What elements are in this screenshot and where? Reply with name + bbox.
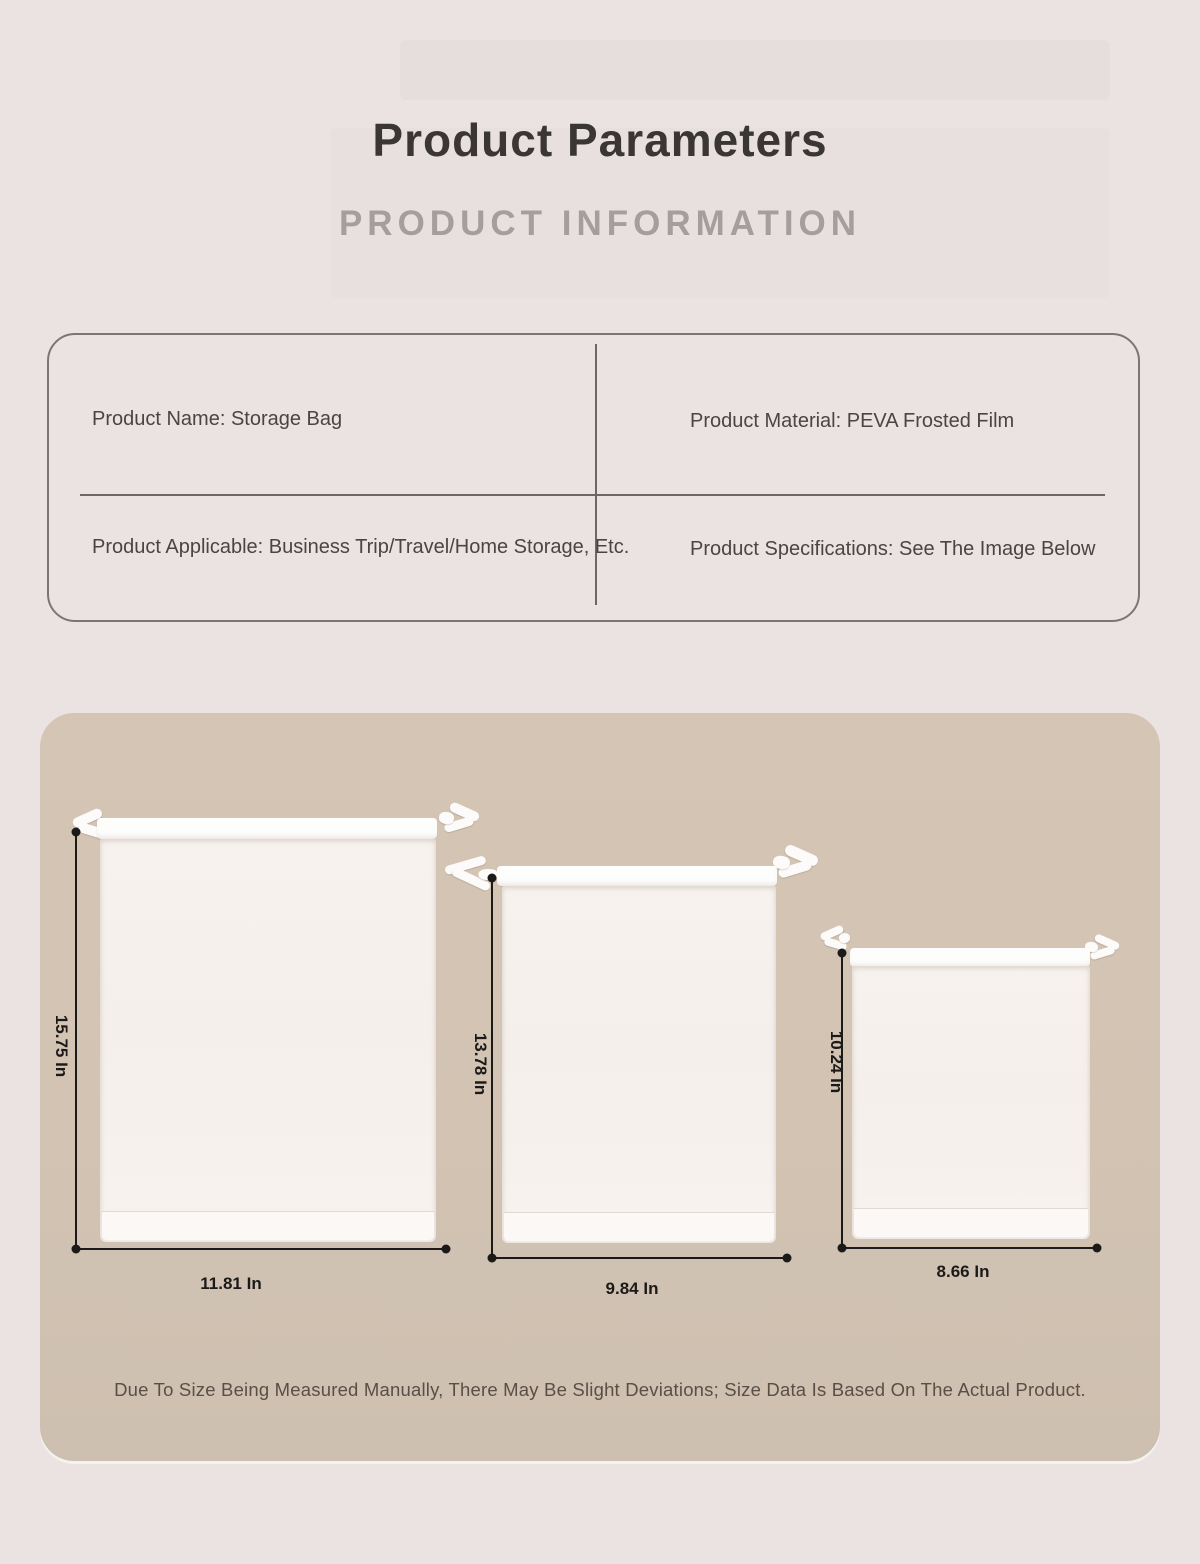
width-dimension-line <box>492 1257 787 1259</box>
page-title: Product Parameters <box>372 114 828 166</box>
width-dimension-label: 9.84 In <box>605 1279 659 1298</box>
watermark-ghost <box>400 40 1110 100</box>
height-dimension-label: 13.78 In <box>471 1032 490 1096</box>
height-dimension-line <box>75 832 77 1249</box>
bag-body <box>100 839 436 1242</box>
width-dimension-label: 8.66 In <box>936 1262 990 1281</box>
rope-strand <box>438 811 454 824</box>
dimension-endpoint-dot <box>488 874 497 883</box>
bag-bottom-strip <box>504 1213 774 1241</box>
bag-body <box>502 886 776 1243</box>
dimension-endpoint-dot <box>442 1245 451 1254</box>
product-specifications-cell: Product Specifications: See The Image Below <box>690 538 1096 560</box>
width-dimension-line <box>842 1247 1097 1249</box>
bag-bottom-strip <box>854 1209 1088 1237</box>
height-dimension-label: 15.75 In <box>52 1014 71 1078</box>
bag-bottom-strip <box>102 1212 434 1240</box>
table-vertical-divider <box>595 344 597 605</box>
table-horizontal-divider <box>80 494 1105 496</box>
rope-strand <box>839 933 852 944</box>
drawstring-knot-right <box>432 803 482 839</box>
dimension-endpoint-dot <box>72 828 81 837</box>
dimension-endpoint-dot <box>1093 1244 1102 1253</box>
width-dimension-label: 11.81 In <box>200 1274 262 1293</box>
size-disclaimer-text: Due To Size Being Measured Manually, There May Be Slight Deviations; Size Data Is Based On The Actual Product. <box>114 1379 1086 1400</box>
size-diagram-panel <box>40 713 1160 1461</box>
product-material-cell: Product Material: PEVA Frosted Film <box>690 410 1015 432</box>
product-info-table <box>47 333 1140 622</box>
page-subtitle: PRODUCT INFORMATION <box>338 204 862 243</box>
width-dimension-line <box>76 1248 446 1250</box>
drawstring-band <box>97 818 437 839</box>
height-dimension-label: 10.24 In <box>827 1030 846 1094</box>
dimension-endpoint-dot <box>838 949 847 958</box>
height-dimension-line <box>491 878 493 1258</box>
product-name-cell: Product Name: Storage Bag <box>92 408 343 430</box>
product-applicable-cell: Product Applicable: Business Trip/Travel/Home Storage, Etc. <box>92 536 630 558</box>
dimension-endpoint-dot <box>783 1254 792 1263</box>
height-dimension-line <box>841 953 843 1248</box>
drawstring-band <box>497 866 777 886</box>
bag-body <box>852 966 1090 1239</box>
drawstring-band <box>850 948 1090 967</box>
